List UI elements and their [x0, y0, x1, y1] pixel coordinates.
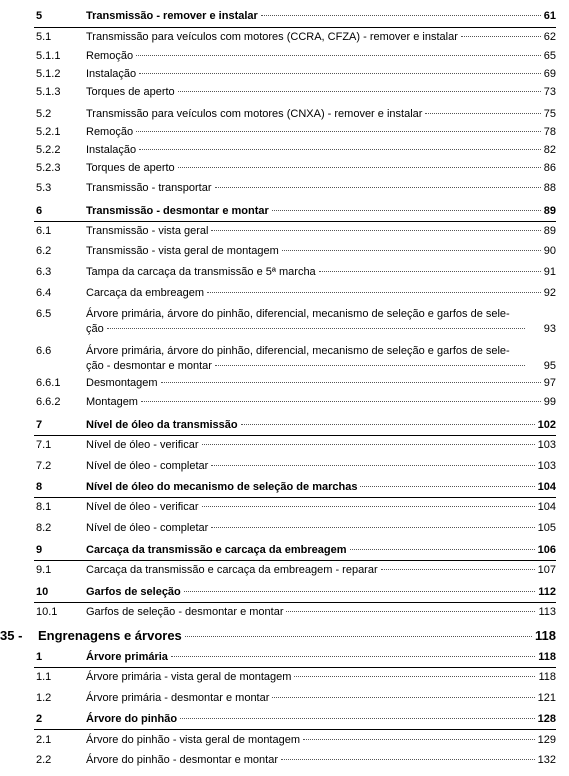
entry-title: Transmissão - vista geral de montagem — [86, 245, 279, 257]
entry-page: 107 — [537, 564, 556, 576]
entry-title-line2: ção — [86, 323, 104, 335]
entry-page: 86 — [543, 162, 556, 174]
toc-entry[interactable] — [34, 344, 556, 374]
entry-page: 104 — [537, 501, 556, 513]
entry-page: 102 — [537, 419, 556, 431]
dot-leader — [180, 718, 535, 719]
dot-leader — [425, 113, 540, 114]
entry-page: 75 — [543, 108, 556, 120]
entry-title: Nível de óleo - completar — [86, 522, 209, 534]
entry-page: 95 — [543, 360, 556, 372]
dot-leader — [241, 424, 535, 425]
entry-number: 5.1.1 — [36, 50, 61, 62]
entry-page: 118 — [538, 651, 556, 663]
entry-number: 10 — [36, 586, 49, 598]
entry-title: Árvore do pinhão — [86, 713, 178, 725]
entry-page: 132 — [537, 754, 556, 766]
entry-number: 8.1 — [36, 501, 52, 513]
dot-leader — [107, 328, 525, 329]
chapter-page: 118 — [535, 628, 556, 643]
dot-leader — [319, 271, 541, 272]
dot-leader — [261, 15, 541, 16]
dot-leader — [141, 401, 541, 402]
entry-page: 97 — [543, 377, 556, 389]
entry-page: 69 — [543, 68, 556, 80]
dot-leader — [211, 230, 540, 231]
entry-page: 93 — [543, 323, 556, 335]
entry-number: 5.1 — [36, 31, 52, 43]
entry-page: 88 — [543, 182, 556, 194]
entry-title: Carcaça da transmissão e carcaça da embreagem — [86, 544, 347, 556]
dot-leader — [303, 739, 535, 740]
entry-page: 89 — [543, 225, 556, 237]
entry-number: 1 — [36, 651, 43, 663]
dot-leader — [211, 465, 534, 466]
dot-leader — [207, 292, 541, 293]
entry-title: Árvore do pinhão - desmontar e montar — [86, 754, 278, 766]
entry-page: 113 — [538, 606, 556, 618]
entry-title: Montagem — [86, 396, 138, 408]
dot-leader — [281, 759, 535, 760]
entry-title: Nível de óleo - verificar — [86, 501, 199, 513]
entry-title-line1: Árvore primária, árvore do pinhão, diferencial, mecanismo de seleção e garfos de sele- — [86, 308, 510, 320]
entry-page: 112 — [538, 586, 556, 598]
entry-page: 82 — [543, 144, 556, 156]
entry-title: Transmissão para veículos com motores (CCRA, CFZA) - remover e instalar — [86, 31, 458, 43]
dot-leader — [161, 382, 541, 383]
dot-leader — [294, 676, 535, 677]
entry-number: 5.2.1 — [36, 126, 61, 138]
dot-leader — [202, 444, 535, 445]
section-divider — [34, 560, 556, 561]
entry-title: Transmissão - desmontar e montar — [86, 205, 269, 217]
entry-number: 2.1 — [36, 734, 52, 746]
section-divider — [34, 729, 556, 730]
entry-number: 6.5 — [36, 308, 52, 320]
entry-number: 5.1.2 — [36, 68, 61, 80]
entry-number: 5.3 — [36, 182, 52, 194]
entry-page: 73 — [543, 86, 556, 98]
dot-leader — [286, 611, 535, 612]
chapter-title: Engrenagens e árvores — [38, 628, 182, 643]
entry-page: 129 — [537, 734, 556, 746]
entry-number: 8.2 — [36, 522, 52, 534]
entry-number: 9.1 — [36, 564, 52, 576]
entry-title: Transmissão - transportar — [86, 182, 212, 194]
entry-title: Instalação — [86, 68, 137, 80]
entry-title: Remoção — [86, 50, 134, 62]
entry-title: Nível de óleo do mecanismo de seleção de marchas — [86, 481, 358, 493]
entry-title: Nível de óleo - verificar — [86, 439, 199, 451]
entry-number: 6 — [36, 205, 43, 217]
section-divider — [34, 602, 556, 603]
dot-leader — [381, 569, 535, 570]
entry-title: Instalação — [86, 144, 137, 156]
dot-leader — [350, 549, 535, 550]
dot-leader — [185, 636, 532, 637]
dot-leader — [178, 167, 541, 168]
entry-title: Nível de óleo - completar — [86, 460, 209, 472]
entry-number: 6.6 — [36, 345, 52, 357]
entry-title-line2: ção - desmontar e montar — [86, 360, 212, 372]
entry-page: 105 — [537, 522, 556, 534]
entry-page: 65 — [543, 50, 556, 62]
entry-title: Nível de óleo da transmissão — [86, 419, 238, 431]
entry-title: Carcaça da embreagem — [86, 287, 205, 299]
chapter-number: 35 - — [0, 628, 23, 643]
entry-number: 8 — [36, 481, 43, 493]
dot-leader — [178, 91, 541, 92]
entry-page: 78 — [543, 126, 556, 138]
entry-number: 6.6.2 — [36, 396, 61, 408]
entry-title: Transmissão para veículos com motores (CNXA) - remover e instalar — [86, 108, 423, 120]
entry-title: Remoção — [86, 126, 134, 138]
entry-title: Torques de aperto — [86, 86, 175, 98]
entry-number: 5.2 — [36, 108, 52, 120]
entry-title: Transmissão - remover e instalar — [86, 10, 258, 22]
entry-title: Garfos de seleção — [86, 586, 181, 598]
dot-leader — [272, 697, 534, 698]
entry-number: 2.2 — [36, 754, 52, 766]
entry-number: 6.6.1 — [36, 377, 61, 389]
entry-page: 103 — [537, 439, 556, 451]
dot-leader — [211, 527, 534, 528]
section-divider — [34, 27, 556, 28]
entry-number: 6.4 — [36, 287, 52, 299]
entry-title: Carcaça da transmissão e carcaça da embreagem - reparar — [86, 564, 378, 576]
entry-number: 1.2 — [36, 692, 52, 704]
entry-number: 5.2.2 — [36, 144, 61, 156]
entry-page: 92 — [543, 287, 556, 299]
entry-number: 7 — [36, 419, 43, 431]
entry-title: Garfos de seleção - desmontar e montar — [86, 606, 284, 618]
entry-title: Torques de aperto — [86, 162, 175, 174]
section-divider — [34, 667, 556, 668]
dot-leader — [139, 73, 541, 74]
dot-leader — [272, 210, 541, 211]
entry-page: 99 — [543, 396, 556, 408]
dot-leader — [171, 656, 535, 657]
entry-number: 1.1 — [36, 671, 52, 683]
entry-title: Transmissão - vista geral — [86, 225, 209, 237]
entry-page: 89 — [543, 205, 556, 217]
toc-entry[interactable] — [34, 307, 556, 337]
entry-number: 2 — [36, 713, 43, 725]
section-divider — [34, 221, 556, 222]
entry-number: 10.1 — [36, 606, 58, 618]
entry-page: 103 — [537, 460, 556, 472]
entry-number: 6.3 — [36, 266, 52, 278]
entry-page: 61 — [543, 10, 556, 22]
dot-leader — [215, 187, 541, 188]
entry-number: 5 — [36, 10, 43, 22]
entry-page: 90 — [543, 245, 556, 257]
entry-page: 62 — [543, 31, 556, 43]
dot-leader — [184, 591, 535, 592]
dot-leader — [215, 365, 525, 366]
dot-leader — [461, 36, 541, 37]
entry-title: Árvore primária - vista geral de montagem — [86, 671, 292, 683]
entry-page: 121 — [537, 692, 556, 704]
entry-page: 104 — [537, 481, 556, 493]
dot-leader — [136, 131, 541, 132]
entry-title: Tampa da carcaça da transmissão e 5ª marcha — [86, 266, 316, 278]
entry-page: 118 — [538, 671, 556, 683]
entry-page: 91 — [543, 266, 556, 278]
dot-leader — [360, 486, 534, 487]
dot-leader — [136, 55, 541, 56]
entry-title: Árvore primária - desmontar e montar — [86, 692, 270, 704]
entry-page: 106 — [537, 544, 556, 556]
entry-title: Árvore primária — [86, 651, 168, 663]
section-divider — [34, 435, 556, 436]
dot-leader — [282, 250, 541, 251]
entry-number: 6.2 — [36, 245, 52, 257]
entry-number: 7.1 — [36, 439, 52, 451]
entry-number: 5.1.3 — [36, 86, 61, 98]
chapter-heading[interactable] — [0, 627, 556, 644]
dot-leader — [202, 506, 535, 507]
entry-title-line1: Árvore primária, árvore do pinhão, diferencial, mecanismo de seleção e garfos de sele- — [86, 345, 510, 357]
entry-number: 9 — [36, 544, 43, 556]
entry-number: 6.1 — [36, 225, 52, 237]
entry-title: Desmontagem — [86, 377, 158, 389]
entry-title: Árvore do pinhão - vista geral de montagem — [86, 734, 301, 746]
dot-leader — [139, 149, 541, 150]
entry-page: 128 — [537, 713, 556, 725]
section-divider — [34, 497, 556, 498]
entry-number: 7.2 — [36, 460, 52, 472]
entry-number: 5.2.3 — [36, 162, 61, 174]
